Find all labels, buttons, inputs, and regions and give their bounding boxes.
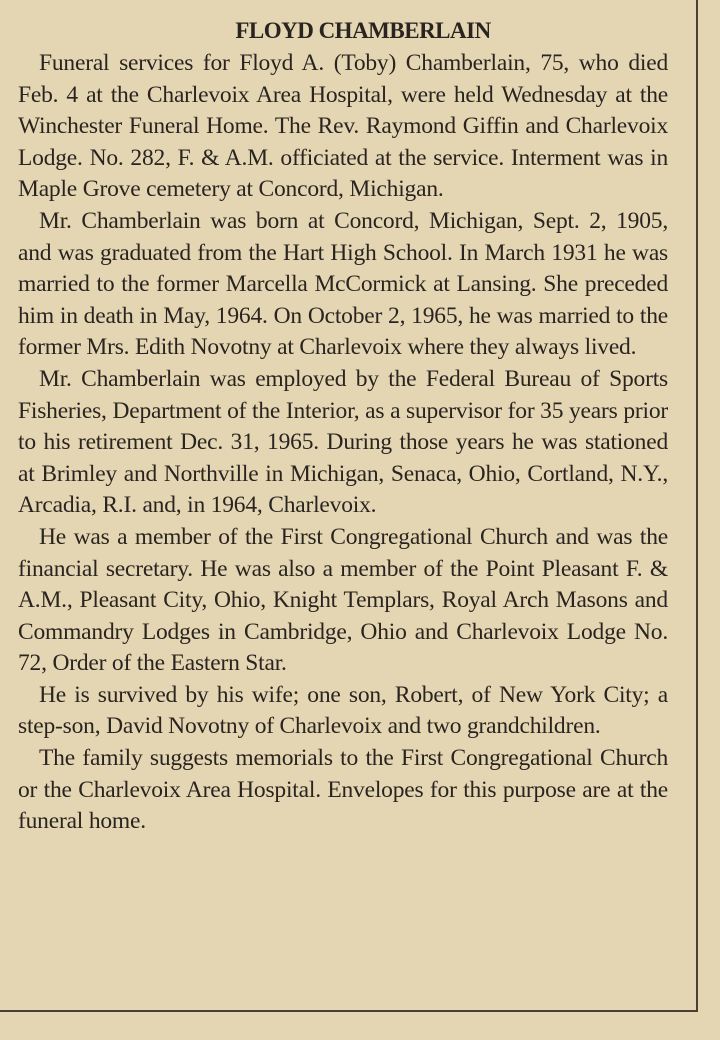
paragraph-memorials: The family suggests memorials to the First Congregational Church or the Charlevoix Area Hospital. Envelopes for this purpose are at the funeral home. <box>18 745 668 835</box>
paragraph-survivors: He is survived by his wife; one son, Robert, of New York City; a step-son, David Novotny of Charlevoix and two grandchildren. <box>18 681 668 740</box>
paragraph-funeral-services: Funeral services for Floyd A. (Toby) Chamberlain, 75, who died Feb. 4 at the Charlevoix Area Hospital, were held Wednesday at the Winchester Funeral Home. The Rev. Raymond Giffin and Charlevoix Lodge. No. 282, F. & A.M. officiated at the service. Interment was in Maple Grove cemetery at Concord, Michigan. <box>18 50 668 203</box>
column-rule-right <box>696 0 698 1012</box>
paragraph-memberships: He was a member of the First Congregational Church and was the financial secretary. He was also a member of the Point Pleasant F. & A.M., Pleasant City, Ohio, Knight Templars, Royal Arch Masons and Commandry Lodges in Cambridge, Ohio and Charlevoix Lodge No. 72, Order of the Eastern Star. <box>18 523 668 677</box>
obituary-article <box>18 14 668 838</box>
paragraph-career: Mr. Chamberlain was employed by the Federal Bureau of Sports Fisheries, Department of the Interior, as a supervisor for 35 years prior to his retirement Dec. 31, 1965. During those years he was stationed at Brimley and Northville in Michigan, Senaca, Ohio, Cortland, N.Y., Arcadia, R.I. and, in 1964, Charlevoix. <box>18 365 668 519</box>
paragraph-early-life: Mr. Chamberlain was born at Concord, Michigan, Sept. 2, 1905, and was graduated from the Hart High School. In March 1931 he was married to the former Marcella McCormick at Lansing. She preceded him in death in May, 1964. On October 2, 1965, he was married to the former Mrs. Edith Novotny at Charlevoix where they always lived. <box>18 207 668 361</box>
headline: FLOYD CHAMBERLAIN <box>235 18 491 43</box>
column-rule-bottom <box>0 1010 698 1012</box>
